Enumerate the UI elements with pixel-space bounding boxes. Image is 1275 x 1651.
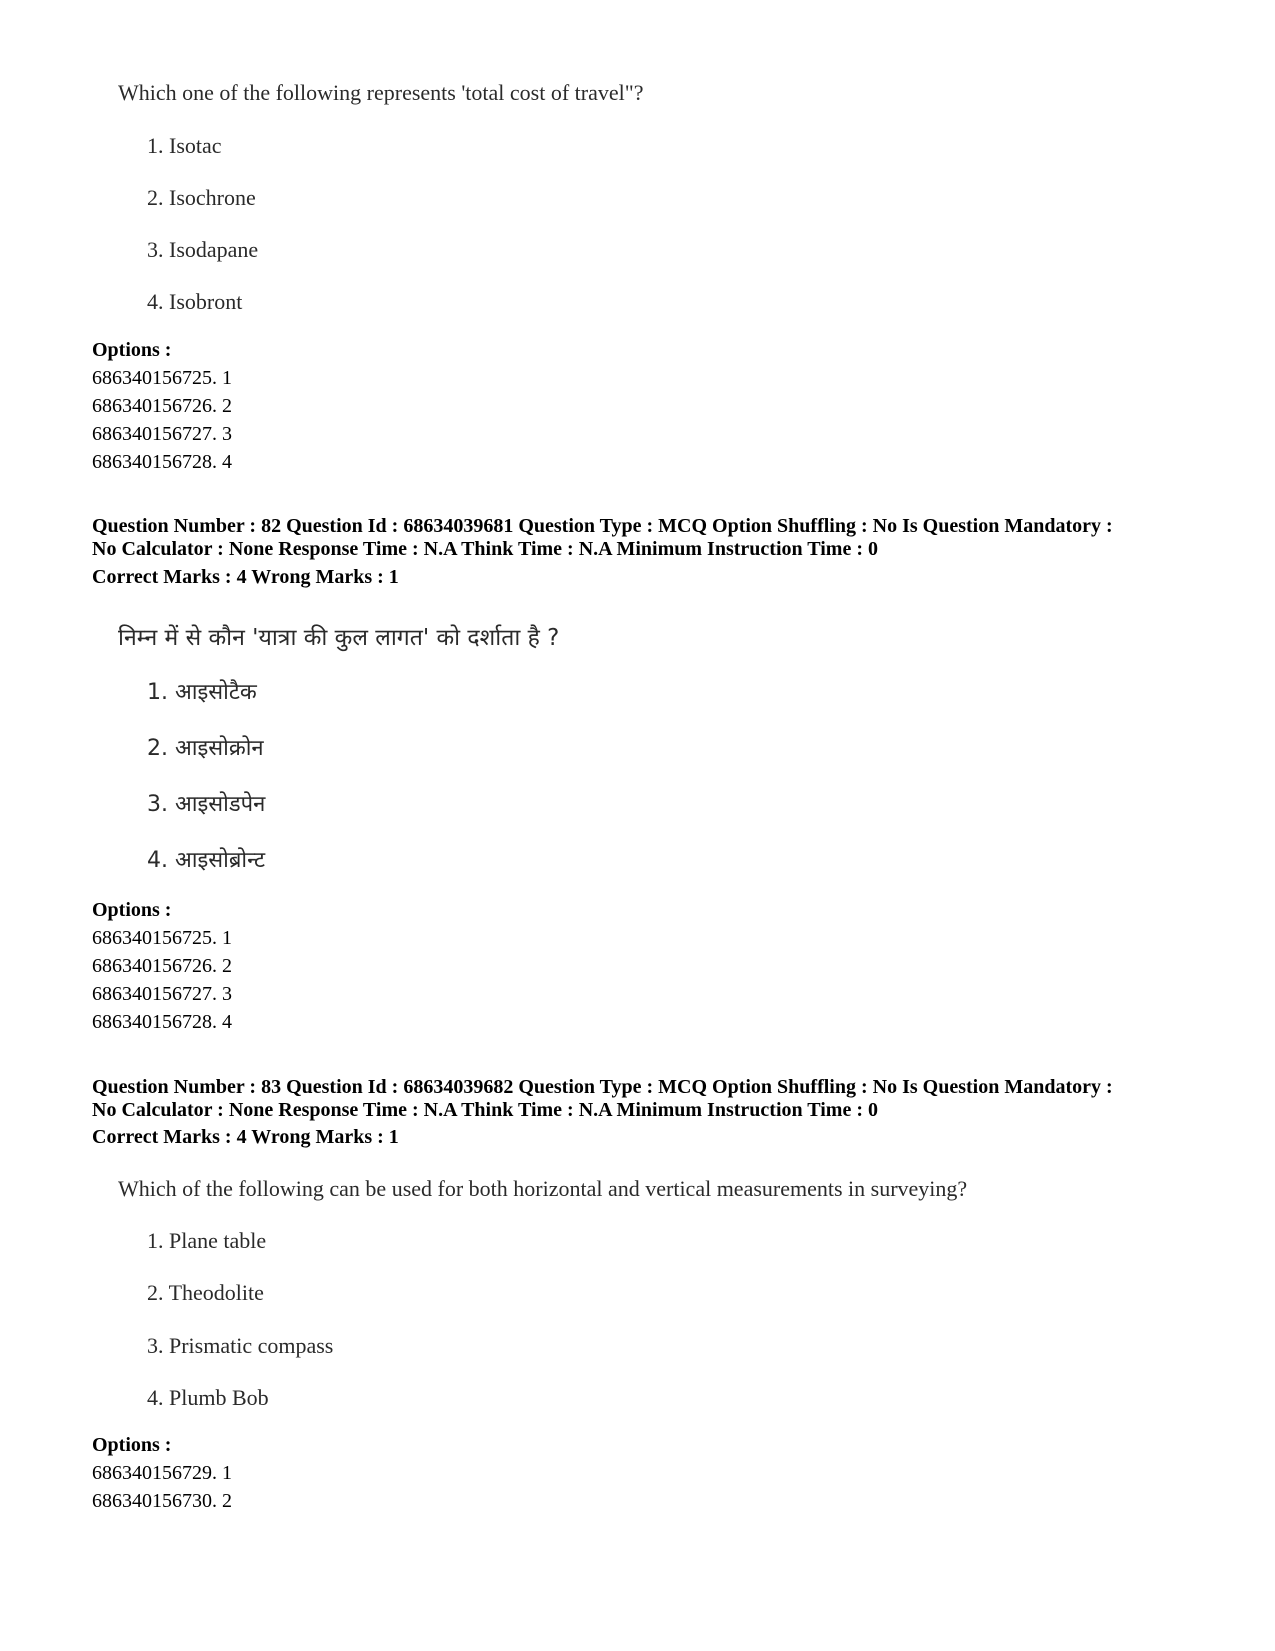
question-81-choice-1: 1. Isotac (147, 133, 222, 158)
question-83-meta-line-2: No Calculator : None Response Time : N.A Think Time : N.A Minimum Instruction Time : 0 (92, 1099, 878, 1121)
question-82-option-2: 686340156726. 2 (92, 955, 232, 977)
question-81-choice-2: 2. Isochrone (147, 185, 256, 210)
question-82-choice-4: 4. आइसोब्रोन्ट (147, 848, 266, 873)
question-82-option-4: 686340156728. 4 (92, 1011, 232, 1033)
question-82-choice-2: 2. आइसोक्रोन (147, 736, 264, 761)
question-82-choice-1: 1. आइसोटैक (147, 680, 257, 705)
question-83-option-2: 686340156730. 2 (92, 1490, 232, 1512)
question-82-option-1: 686340156725. 1 (92, 927, 232, 949)
question-82-options-label: Options : (92, 899, 172, 921)
question-83-meta-line-1: Question Number : 83 Question Id : 68634039682 Question Type : MCQ Option Shuffling : No Is Question Mandatory : (92, 1076, 1113, 1098)
question-83-marks: Correct Marks : 4 Wrong Marks : 1 (92, 1126, 399, 1148)
question-82-meta-line-1: Question Number : 82 Question Id : 68634039681 Question Type : MCQ Option Shuffling : No Is Question Mandatory : (92, 515, 1113, 537)
question-81-option-1: 686340156725. 1 (92, 367, 232, 389)
question-82-choice-3: 3. आइसोडपेन (147, 792, 266, 817)
question-82-marks: Correct Marks : 4 Wrong Marks : 1 (92, 566, 399, 588)
question-83-choice-1: 1. Plane table (147, 1228, 267, 1253)
question-83-choice-3: 3. Prismatic compass (147, 1333, 334, 1358)
question-81-text: Which one of the following represents 'total cost of travel"? (118, 80, 644, 105)
question-81-options-label: Options : (92, 339, 172, 361)
question-81-choice-4: 4. Isobront (147, 289, 243, 314)
question-82-text: निम्न में से कौन 'यात्रा की कुल लागत' को दर्शाता है ? (118, 625, 560, 651)
question-81-choice-3: 3. Isodapane (147, 237, 259, 262)
question-83-options-label: Options : (92, 1434, 172, 1456)
question-82-meta-line-2: No Calculator : None Response Time : N.A Think Time : N.A Minimum Instruction Time : 0 (92, 538, 878, 560)
question-83-option-1: 686340156729. 1 (92, 1462, 232, 1484)
question-81-option-4: 686340156728. 4 (92, 451, 232, 473)
question-83-choice-4: 4. Plumb Bob (147, 1385, 269, 1410)
question-81-option-2: 686340156726. 2 (92, 395, 232, 417)
question-81-option-3: 686340156727. 3 (92, 423, 232, 445)
question-83-choice-2: 2. Theodolite (147, 1280, 264, 1305)
question-83-text: Which of the following can be used for both horizontal and vertical measurements in surveying? (118, 1176, 968, 1201)
question-82-option-3: 686340156727. 3 (92, 983, 232, 1005)
